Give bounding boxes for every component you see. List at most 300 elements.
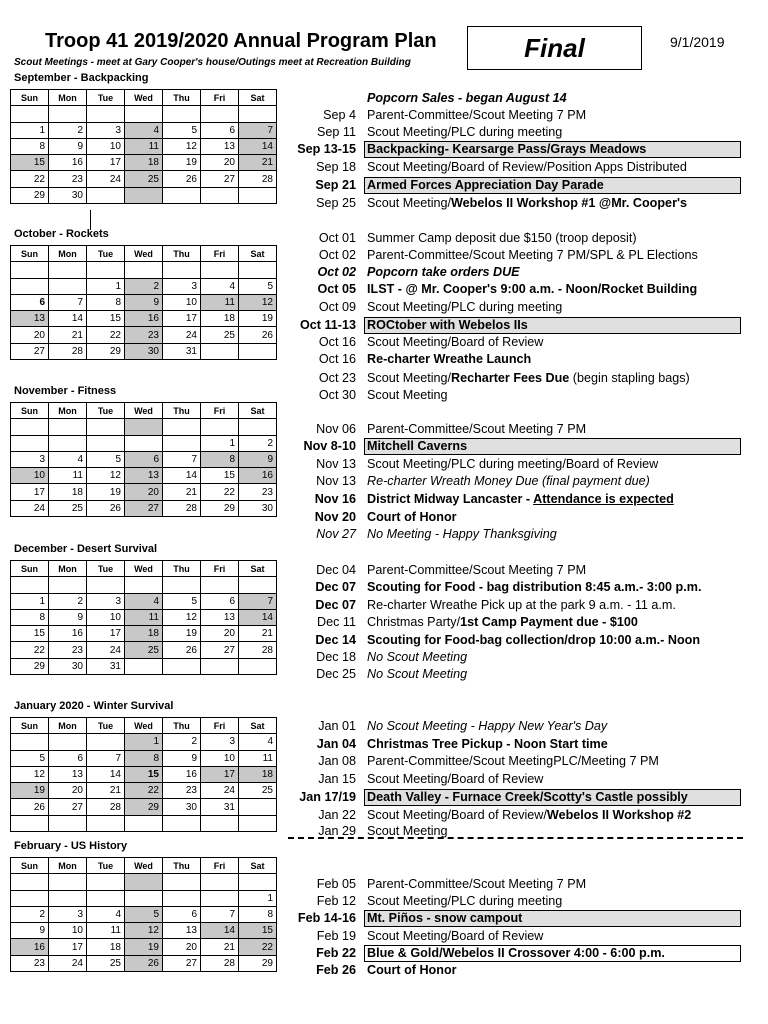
event-date: Dec 14 (315, 633, 356, 647)
event-text: Scouting for Food - bag distribution 8:45 a.m.- 3:00 p.m. (367, 580, 702, 594)
event-text: ROCtober with Webelos IIs (367, 318, 528, 332)
calendar-day: 13 (11, 311, 49, 327)
weekday-header: Tue (87, 246, 125, 262)
calendar-day: 8 (201, 451, 239, 467)
calendar-day: 30 (239, 500, 277, 516)
calendar-day: 7 (163, 451, 201, 467)
calendar-day: 24 (11, 500, 49, 516)
calendar-day: 25 (239, 783, 277, 799)
weekday-header: Thu (163, 858, 201, 874)
event-date: Jan 15 (318, 772, 356, 786)
calendar-day: 4 (125, 122, 163, 138)
calendar-day: 15 (125, 766, 163, 782)
event-date: Jan 08 (318, 754, 356, 768)
event-text: Parent-Committee/Scout Meeting 7 PM (367, 108, 587, 122)
event-text: Scout Meeting/PLC during meeting (367, 125, 563, 139)
calendar-day: 18 (125, 155, 163, 171)
weekday-header: Sun (11, 858, 49, 874)
event-text: ILST - @ Mr. Cooper's 9:00 a.m. - Noon/Rocket Building (367, 282, 698, 296)
calendar-day: 26 (163, 642, 201, 658)
event-date: Sep 18 (316, 160, 356, 174)
event-text: Scout Meeting/PLC during meeting/Board of Review (367, 457, 659, 471)
calendar-day: 10 (87, 609, 125, 625)
event-date: Jan 29 (318, 824, 356, 838)
event-date: Oct 02 (318, 248, 356, 262)
event-description (367, 318, 528, 332)
weekday-header: Fri (201, 403, 239, 419)
calendar-day: 24 (163, 327, 201, 343)
calendar-day: 29 (239, 955, 277, 971)
calendar-day: 7 (239, 122, 277, 138)
weekday-header: Tue (87, 403, 125, 419)
calendar-day: 21 (239, 626, 277, 642)
calendar-day: 2 (163, 734, 201, 750)
weekday-header: Sat (239, 858, 277, 874)
calendar-day: 12 (11, 766, 49, 782)
calendar-day: 6 (125, 451, 163, 467)
calendar-day: 21 (87, 783, 125, 799)
calendar-day: 26 (11, 799, 49, 815)
calendar-day: 28 (49, 343, 87, 359)
calendar-day: 2 (239, 435, 277, 451)
event-description (367, 946, 665, 960)
event-description (367, 388, 448, 402)
calendar-day: 18 (239, 766, 277, 782)
weekday-header: Mon (49, 403, 87, 419)
weekday-header: Wed (125, 90, 163, 106)
weekday-header: Thu (163, 246, 201, 262)
calendar-day: 3 (87, 593, 125, 609)
calendar-day: 7 (49, 294, 87, 310)
calendar-day: 6 (11, 294, 49, 310)
status-box (467, 26, 642, 70)
calendar-day: 18 (125, 626, 163, 642)
calendar-day: 20 (201, 626, 239, 642)
event-text: Backpacking- Kearsarge Pass/Grays Meadows (367, 142, 647, 156)
calendar-day: 27 (49, 799, 87, 815)
calendar-day: 4 (239, 734, 277, 750)
event-date: Feb 26 (316, 963, 356, 977)
event-date: Nov 8-10 (303, 439, 356, 453)
calendar-day: 4 (49, 451, 87, 467)
calendar-day: 8 (239, 906, 277, 922)
calendar-day: 14 (239, 138, 277, 154)
calendar-day: 31 (163, 343, 201, 359)
calendar-day: 2 (49, 122, 87, 138)
calendar-day: 19 (239, 311, 277, 327)
weekday-header: Fri (201, 246, 239, 262)
event-description (367, 772, 543, 786)
event-date: Oct 09 (318, 300, 356, 314)
calendar-day: 19 (87, 484, 125, 500)
calendar-day: 22 (87, 327, 125, 343)
event-date: Oct 23 (318, 371, 356, 385)
calendar-day: 25 (49, 500, 87, 516)
calendar-day: 22 (11, 171, 49, 187)
calendar-day: 14 (239, 609, 277, 625)
calendar-day: 5 (163, 122, 201, 138)
weekday-header: Wed (125, 246, 163, 262)
calendar-day: 7 (239, 593, 277, 609)
calendar-day: 16 (163, 766, 201, 782)
event-date: Nov 13 (316, 457, 356, 471)
event-text: Summer Camp deposit due $150 (troop deposit) (367, 231, 637, 245)
event-description (367, 231, 637, 245)
calendar-day: 20 (201, 155, 239, 171)
calendar-day: 26 (163, 171, 201, 187)
month-title: November - Fitness (14, 385, 117, 397)
calendar-day: 21 (49, 327, 87, 343)
calendar-day: 11 (87, 923, 125, 939)
calendar-day: 17 (49, 939, 87, 955)
calendar-day: 13 (163, 923, 201, 939)
calendar-day: 11 (125, 609, 163, 625)
calendar-day: 25 (201, 327, 239, 343)
event-description (367, 439, 467, 453)
event-description (367, 754, 659, 768)
event-description (367, 108, 586, 122)
event-description (367, 737, 608, 751)
calendar-day: 23 (11, 955, 49, 971)
event-date: Dec 18 (316, 650, 356, 664)
weekday-header: Fri (201, 90, 239, 106)
event-text: Parent-Committee/Scout Meeting 7 PM (367, 877, 587, 891)
weekday-header: Sat (239, 403, 277, 419)
calendar-day: 29 (11, 658, 49, 674)
event-description (367, 615, 638, 629)
calendar-day: 16 (49, 155, 87, 171)
event-description (367, 510, 457, 524)
calendar-day: 21 (239, 155, 277, 171)
calendar-day: 27 (163, 955, 201, 971)
event-description (367, 248, 698, 262)
calendar-day: 15 (11, 626, 49, 642)
weekday-header: Mon (49, 90, 87, 106)
event-date: Sep 4 (323, 108, 356, 122)
calendar-day: 4 (201, 278, 239, 294)
calendar-day: 9 (163, 750, 201, 766)
event-date: Nov 16 (314, 492, 356, 506)
calendar-day: 19 (163, 155, 201, 171)
event-text: Attendance is expected (533, 492, 674, 506)
event-text: Scout Meeting/ (367, 196, 452, 210)
calendar-day: 6 (201, 593, 239, 609)
calendar-day: 10 (163, 294, 201, 310)
weekday-header: Wed (125, 858, 163, 874)
calendar-day: 26 (87, 500, 125, 516)
calendar-day: 25 (125, 642, 163, 658)
calendar-day: 16 (49, 626, 87, 642)
event-date: Feb 19 (316, 929, 356, 943)
calendar-day: 3 (11, 451, 49, 467)
event-text: Court of Honor (367, 963, 457, 977)
event-text: Scout Meeting/ (367, 371, 452, 385)
calendar-day: 15 (239, 923, 277, 939)
calendar-day: 21 (201, 939, 239, 955)
event-description (367, 580, 701, 594)
calendar-day: 13 (201, 609, 239, 625)
calendar-day: 12 (125, 923, 163, 939)
calendar-day: 31 (201, 799, 239, 815)
event-description (367, 894, 562, 908)
weekday-header: Thu (163, 403, 201, 419)
weekday-header: Tue (87, 718, 125, 734)
calendar-day: 9 (11, 923, 49, 939)
calendar-day: 23 (239, 484, 277, 500)
calendar-day: 24 (87, 642, 125, 658)
calendar-day: 8 (11, 138, 49, 154)
dashed-divider (288, 837, 743, 839)
event-date: Jan 22 (318, 808, 356, 822)
calendar-day: 10 (49, 923, 87, 939)
event-description (367, 335, 543, 349)
calendar-day: 19 (11, 783, 49, 799)
calendar-day: 25 (87, 955, 125, 971)
event-description (367, 790, 688, 804)
calendar-day: 8 (11, 609, 49, 625)
calendar-day: 12 (87, 468, 125, 484)
calendar-day: 16 (11, 939, 49, 955)
event-description (367, 527, 557, 541)
event-text: Christmas Party/ (367, 615, 461, 629)
calendar-day: 1 (11, 593, 49, 609)
month-title: January 2020 - Winter Survival (14, 700, 174, 712)
event-text: Mitchell Caverns (367, 439, 468, 453)
calendar-day: 3 (49, 906, 87, 922)
calendar-day: 1 (201, 435, 239, 451)
event-description (367, 457, 658, 471)
calendar-day: 18 (201, 311, 239, 327)
calendar-day: 16 (239, 468, 277, 484)
event-date: Nov 13 (316, 474, 356, 488)
event-description (367, 719, 607, 733)
event-date: Feb 12 (316, 894, 356, 908)
event-text: Popcorn Sales - began August 14 (367, 91, 567, 105)
calendar-day: 27 (125, 500, 163, 516)
event-date: Feb 05 (316, 877, 356, 891)
calendar-day: 1 (87, 278, 125, 294)
calendar-day: 28 (163, 500, 201, 516)
calendar-day: 13 (125, 468, 163, 484)
event-description (367, 142, 646, 156)
event-text: Re-charter Wreath Money Due (final payment due) (367, 474, 650, 488)
event-date: Oct 30 (318, 388, 356, 402)
calendar-day: 10 (11, 468, 49, 484)
weekday-header: Wed (125, 718, 163, 734)
event-text: Scout Meeting (367, 388, 448, 402)
event-text: Recharter Fees Due (451, 371, 570, 385)
calendar-day: 5 (87, 451, 125, 467)
event-date: Nov 27 (316, 527, 356, 541)
event-text: Webelos II Workshop #1 @Mr. Cooper's (451, 196, 687, 210)
event-text: District Midway Lancaster - (367, 492, 534, 506)
weekday-header: Mon (49, 246, 87, 262)
calendar-day: 23 (49, 642, 87, 658)
calendar-day: 22 (239, 939, 277, 955)
calendar-day: 5 (125, 906, 163, 922)
calendar-day: 5 (163, 593, 201, 609)
calendar-day: 22 (125, 783, 163, 799)
event-description (367, 598, 676, 612)
calendar-day: 9 (49, 609, 87, 625)
calendar-day: 15 (201, 468, 239, 484)
event-description (367, 911, 522, 925)
event-description (367, 178, 604, 192)
calendar-day: 23 (125, 327, 163, 343)
calendar-day: 14 (49, 311, 87, 327)
event-text: No Scout Meeting - Happy New Year's Day (367, 719, 608, 733)
calendar-day: 21 (163, 484, 201, 500)
event-text: Parent-Committee/Scout MeetingPLC/Meeting 7 PM (367, 754, 659, 768)
event-text: Death Valley - Furnace Creek/Scotty's Castle possibly (367, 790, 688, 804)
event-text: Parent-Committee/Scout Meeting 7 PM (367, 422, 587, 436)
weekday-header: Tue (87, 858, 125, 874)
calendar-day: 18 (49, 484, 87, 500)
event-date: Feb 22 (316, 946, 356, 960)
divider-line (90, 210, 91, 230)
event-description (367, 265, 520, 279)
calendar-day: 9 (49, 138, 87, 154)
calendar-day: 28 (239, 171, 277, 187)
calendar-day: 28 (239, 642, 277, 658)
event-description (367, 300, 562, 314)
document-date: 9/1/2019 (670, 34, 725, 50)
event-text: Parent-Committee/Scout Meeting 7 PM/SPL & PL Elections (367, 248, 698, 262)
weekday-header: Thu (163, 90, 201, 106)
weekday-header: Sun (11, 561, 49, 577)
event-date: Oct 01 (318, 231, 356, 245)
calendar-day: 5 (239, 278, 277, 294)
calendar-day: 17 (87, 626, 125, 642)
event-text: Scouting for Food-bag collection/drop 10:00 a.m.- Noon (367, 633, 701, 647)
calendar-day: 17 (87, 155, 125, 171)
weekday-header: Sun (11, 246, 49, 262)
calendar-day: 10 (87, 138, 125, 154)
calendar-day: 1 (125, 734, 163, 750)
event-text: Christmas Tree Pickup - Noon Start time (367, 737, 608, 751)
calendar-day: 11 (201, 294, 239, 310)
calendar-day: 11 (239, 750, 277, 766)
calendar-day: 13 (201, 138, 239, 154)
event-date: Sep 11 (317, 125, 356, 139)
weekday-header: Tue (87, 90, 125, 106)
event-description (367, 877, 586, 891)
event-text: Scout Meeting/Board of Review (367, 335, 544, 349)
weekday-header: Fri (201, 718, 239, 734)
calendar-day: 3 (87, 122, 125, 138)
event-date: Dec 25 (316, 667, 356, 681)
event-text: Scout Meeting/Board of Review/Position Apps Distributed (367, 160, 687, 174)
calendar-day: 27 (11, 343, 49, 359)
event-date: Oct 16 (318, 335, 356, 349)
calendar-day: 29 (11, 187, 49, 203)
event-date: Oct 02 (317, 265, 356, 279)
calendar-day: 17 (201, 766, 239, 782)
event-date: Oct 05 (317, 282, 356, 296)
event-description (367, 963, 457, 977)
calendar-day: 31 (87, 658, 125, 674)
calendar-day: 2 (125, 278, 163, 294)
weekday-header: Mon (49, 718, 87, 734)
event-text: Mt. Piños - snow campout (367, 911, 523, 925)
calendar-day: 28 (201, 955, 239, 971)
calendar-day: 15 (87, 311, 125, 327)
calendar-day: 23 (49, 171, 87, 187)
event-text: No Scout Meeting (367, 650, 468, 664)
event-text: No Scout Meeting (367, 667, 468, 681)
calendar-day: 30 (125, 343, 163, 359)
calendar-day: 14 (87, 766, 125, 782)
event-date: Dec 07 (315, 598, 356, 612)
event-text: Scout Meeting/Board of Review (367, 929, 544, 943)
event-description (367, 650, 467, 664)
calendar-day: 30 (163, 799, 201, 815)
event-description (367, 633, 700, 647)
weekday-header: Wed (125, 561, 163, 577)
event-text: Scout Meeting/PLC during meeting (367, 894, 563, 908)
event-date: Oct 16 (318, 352, 356, 366)
event-date: Sep 25 (316, 196, 356, 210)
event-date: Jan 04 (316, 737, 356, 751)
event-text: (begin stapling bags) (569, 371, 690, 385)
calendar-day: 29 (125, 799, 163, 815)
calendar-day: 6 (163, 906, 201, 922)
event-date: Jan 17/19 (299, 790, 356, 804)
weekday-header: Sun (11, 90, 49, 106)
calendar-day: 14 (163, 468, 201, 484)
weekday-header: Sat (239, 90, 277, 106)
event-description (367, 824, 448, 838)
calendar-day: 20 (125, 484, 163, 500)
weekday-header: Fri (201, 561, 239, 577)
event-text: Re-charter Wreathe Launch (367, 352, 532, 366)
calendar-day: 6 (49, 750, 87, 766)
event-description (367, 125, 562, 139)
calendar-day: 1 (239, 890, 277, 906)
calendar-day: 27 (201, 642, 239, 658)
event-date: Nov 06 (316, 422, 356, 436)
month-title: September - Backpacking (14, 72, 149, 84)
calendar-day: 12 (239, 294, 277, 310)
calendar-day: 3 (201, 734, 239, 750)
calendar-day: 11 (49, 468, 87, 484)
calendar-day: 8 (125, 750, 163, 766)
event-description (367, 196, 687, 210)
calendar-day: 4 (87, 906, 125, 922)
calendar-day: 2 (11, 906, 49, 922)
calendar-day: 8 (87, 294, 125, 310)
event-date: Feb 14-16 (297, 911, 356, 925)
event-description (367, 808, 691, 822)
calendar-day: 16 (125, 311, 163, 327)
calendar-day: 13 (49, 766, 87, 782)
calendar-day: 7 (201, 906, 239, 922)
calendar-day: 22 (11, 642, 49, 658)
event-text: Re-charter Wreathe Pick up at the park 9 a.m. - 11 a.m. (367, 598, 676, 612)
calendar-day: 18 (87, 939, 125, 955)
calendar-day: 22 (201, 484, 239, 500)
calendar-day: 12 (163, 609, 201, 625)
event-date: Dec 04 (316, 563, 356, 577)
calendar-day: 20 (49, 783, 87, 799)
calendar-day: 20 (11, 327, 49, 343)
page-subtitle: Scout Meetings - meet at Gary Cooper's house/Outings meet at Recreation Building (14, 57, 411, 68)
calendar-day: 1 (11, 122, 49, 138)
event-description (367, 667, 467, 681)
weekday-header: Wed (125, 403, 163, 419)
calendar-day: 24 (201, 783, 239, 799)
calendar-day: 26 (125, 955, 163, 971)
